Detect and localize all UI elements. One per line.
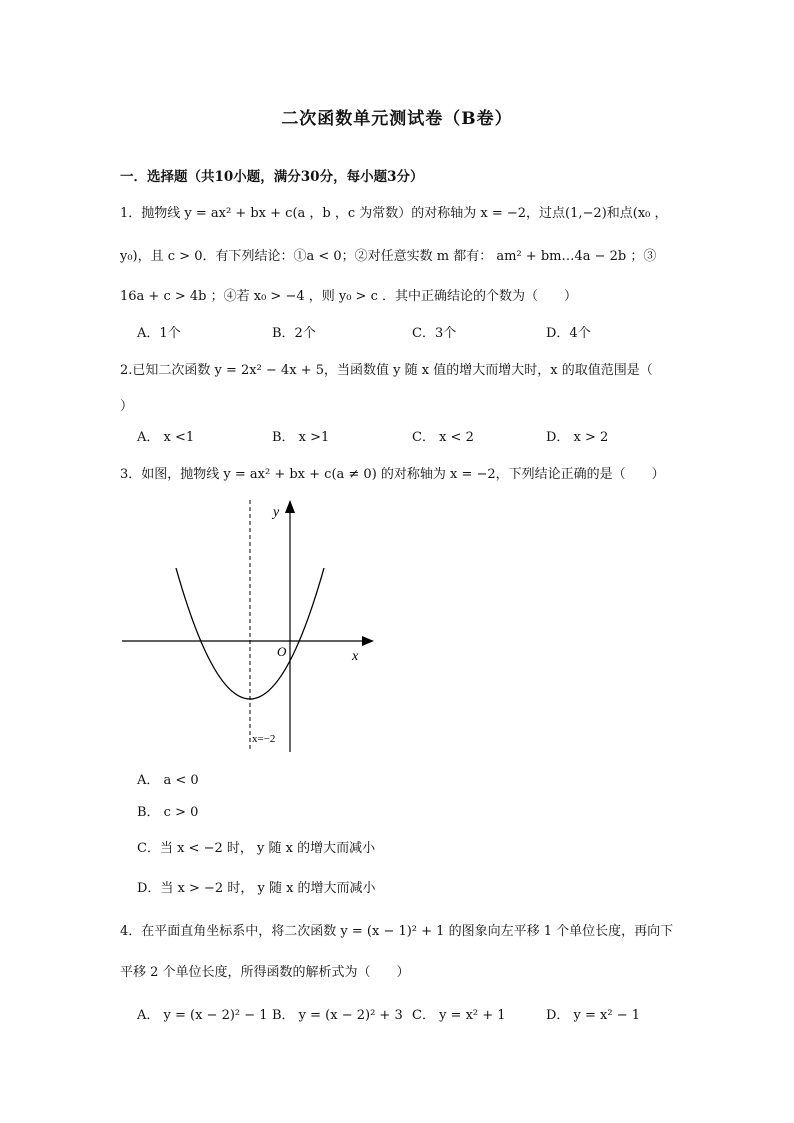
q3-option-d: D．当 x > −2 时， y 随 x 的增大而减小 [137,881,376,896]
q1-line-2: y₀)，且 c > 0．有下列结论：①a < 0；②对任意实数 m 都有： am² + bm…4a − 2b ；③ [120,249,657,264]
q1-option-b: B．2个 [272,326,316,341]
q4-option-a: A． y = (x − 2)² − 1 [137,1008,268,1023]
q4-option-c: C． y = x² + 1 [412,1008,506,1023]
y-axis-label: y [273,505,280,520]
q1-line-1: 1．抛物线 y = ax² + bx + c(a ，b ，c 为常数）的对称轴为 x = −2，过点(1,−2)和点(x₀ ， [120,206,668,221]
section-heading: 一．选择题（共10小题，满分30分，每小题3分） [120,169,424,185]
origin-label: O [277,644,287,659]
q4-line-1: 4．在平面直角坐标系中，将二次函数 y = (x − 1)² + 1 的图象向左平移 1 个单位长度，再向下 [120,924,674,939]
q4-line-2: 平移 2 个单位长度，所得函数的解析式为（ ） [120,965,410,980]
x-axis-arrow-icon [362,636,374,646]
q3-line-1: 3．如图，抛物线 y = ax² + bx + c(a ≠ 0) 的对称轴为 x = −2，下列结论正确的是（ ） [120,467,665,482]
q1-option-d: D．4个 [546,326,591,341]
q2-line-2: ） [120,399,134,414]
x-axis-label: x [352,649,359,664]
q1-option-a: A．1个 [137,326,181,341]
q2-option-d: D． x > 2 [546,430,609,445]
parabola-figure [118,494,380,756]
q3-option-b: B． c > 0 [137,805,199,820]
q3-option-c: C．当 x < −2 时， y 随 x 的增大而减小 [137,841,376,856]
q2-option-b: B． x >1 [272,430,330,445]
q4-option-d: D． y = x² − 1 [546,1008,641,1023]
q4-option-b: B． y = (x − 2)² + 3 [272,1008,403,1023]
y-axis-arrow-icon [285,500,295,513]
q2-line-1: 2.已知二次函数 y = 2x² − 4x + 5，当函数值 y 随 x 值的增大而增大时，x 的取值范围是（ [120,363,653,378]
page-title: 二次函数单元测试卷（B卷） [281,109,513,129]
q2-option-a: A． x <1 [137,430,195,445]
q1-line-3: 16a + c > 4b ；④若 x₀ > −4 ，则 y₀ > c ．其中正确结论的个数为（ ） [120,289,577,304]
q1-option-c: C．3个 [412,326,457,341]
q2-option-c: C． x < 2 [412,430,474,445]
q3-option-a: A． a < 0 [137,773,199,788]
symmetry-axis-label: x=−2 [252,733,276,745]
